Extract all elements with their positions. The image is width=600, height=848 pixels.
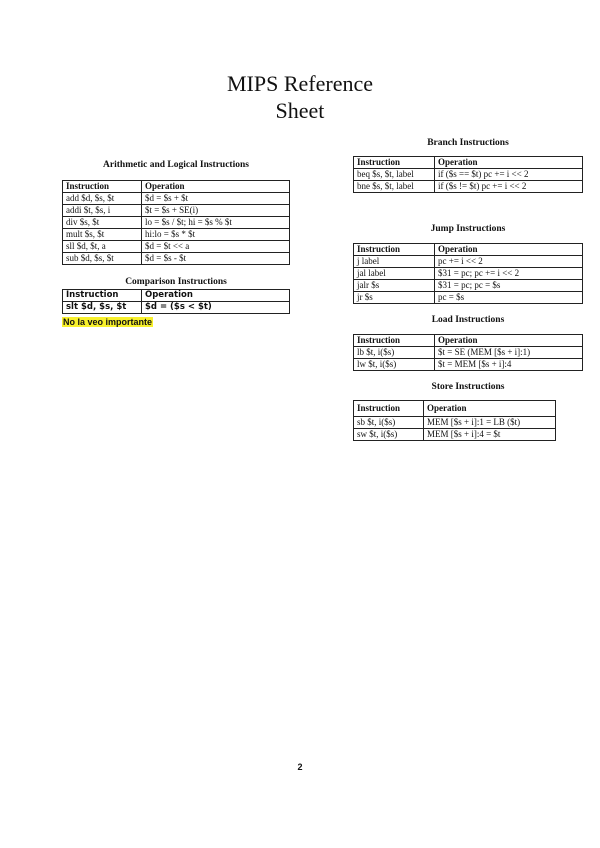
table-row — [354, 181, 583, 193]
table-row — [63, 253, 290, 265]
table-row — [354, 292, 583, 304]
operation-cell: $t = MEM [$s + i]:4 — [435, 359, 583, 371]
table-row — [354, 359, 583, 371]
load-col-operation: Operation — [435, 335, 583, 347]
store-section-title: Store Instructions — [431, 382, 505, 392]
instruction-cell: beq $s, $t, label — [354, 169, 435, 181]
operation-cell: $d = ($s < $t) — [142, 302, 290, 314]
instruction-cell: sw $t, i($s) — [354, 429, 424, 441]
instruction-cell: lb $t, i($s) — [354, 347, 435, 359]
comparison-col-operation: Operation — [142, 290, 290, 302]
table-row — [63, 205, 290, 217]
operation-cell: $d = $t << a — [142, 241, 290, 253]
store-col-operation: Operation — [424, 401, 556, 417]
arith-col-operation: Operation — [142, 181, 290, 193]
instruction-cell: lw $t, i($s) — [354, 359, 435, 371]
table-row — [63, 241, 290, 253]
operation-cell: lo = $s / $t; hi = $s % $t — [142, 217, 290, 229]
table-row — [354, 256, 583, 268]
arith-section-title: Arithmetic and Logical Instructions — [103, 160, 249, 170]
branch-header-row — [354, 157, 583, 169]
table-row — [354, 268, 583, 280]
operation-cell: if ($s != $t) pc += i << 2 — [435, 181, 583, 193]
page-number: 2 — [297, 762, 303, 772]
page-title — [0, 70, 600, 124]
instruction-cell: jal label — [354, 268, 435, 280]
jump-section-title: Jump Instructions — [430, 224, 506, 234]
operation-cell: pc = $s — [435, 292, 583, 304]
instruction-cell: j label — [354, 256, 435, 268]
instruction-cell: jr $s — [354, 292, 435, 304]
operation-cell: $31 = pc; pc += i << 2 — [435, 268, 583, 280]
operation-cell: MEM [$s + i]:4 = $t — [424, 429, 556, 441]
instruction-cell: sb $t, i($s) — [354, 417, 424, 429]
operation-cell: pc += i << 2 — [435, 256, 583, 268]
operation-cell: $t = $s + SE(i) — [142, 205, 290, 217]
load-section-title: Load Instructions — [431, 315, 505, 325]
highlighted-note: No la veo importante — [63, 317, 153, 327]
jump-header-row — [354, 244, 583, 256]
title-line-2: Sheet — [275, 98, 325, 123]
operation-cell: $t = SE (MEM [$s + i]:1) — [435, 347, 583, 359]
store-col-instruction: Instruction — [354, 401, 424, 417]
jump-col-operation: Operation — [435, 244, 583, 256]
operation-cell: MEM [$s + i]:1 = LB ($t) — [424, 417, 556, 429]
branch-table — [353, 156, 583, 193]
instruction-cell: bne $s, $t, label — [354, 181, 435, 193]
instruction-cell: add $d, $s, $t — [63, 193, 142, 205]
operation-cell: hi:lo = $s * $t — [142, 229, 290, 241]
arith-table — [62, 180, 290, 265]
operation-cell: if ($s == $t) pc += i << 2 — [435, 169, 583, 181]
arith-header-row — [63, 181, 290, 193]
comparison-table — [62, 289, 290, 314]
store-table — [353, 400, 556, 441]
comparison-header-row — [63, 290, 290, 302]
table-row — [63, 302, 290, 314]
instruction-cell: slt $d, $s, $t — [63, 302, 142, 314]
instruction-cell: sub $d, $s, $t — [63, 253, 142, 265]
table-row — [354, 417, 556, 429]
comparison-col-instruction: Instruction — [63, 290, 142, 302]
table-row — [63, 193, 290, 205]
branch-col-operation: Operation — [435, 157, 583, 169]
table-row — [63, 229, 290, 241]
table-row — [63, 217, 290, 229]
load-col-instruction: Instruction — [354, 335, 435, 347]
comparison-section-title: Comparison Instructions — [125, 277, 227, 287]
instruction-cell: addi $t, $s, i — [63, 205, 142, 217]
table-row — [354, 429, 556, 441]
instruction-cell: div $s, $t — [63, 217, 142, 229]
branch-col-instruction: Instruction — [354, 157, 435, 169]
jump-table — [353, 243, 583, 304]
instruction-cell: sll $d, $t, a — [63, 241, 142, 253]
table-row — [354, 169, 583, 181]
store-header-row — [354, 401, 556, 417]
title-line-1: MIPS Reference — [226, 71, 373, 96]
arith-col-instruction: Instruction — [63, 181, 142, 193]
load-header-row — [354, 335, 583, 347]
table-row — [354, 347, 583, 359]
instruction-cell: jalr $s — [354, 280, 435, 292]
operation-cell: $d = $s + $t — [142, 193, 290, 205]
table-row — [354, 280, 583, 292]
operation-cell: $d = $s - $t — [142, 253, 290, 265]
load-table — [353, 334, 583, 371]
jump-col-instruction: Instruction — [354, 244, 435, 256]
operation-cell: $31 = pc; pc = $s — [435, 280, 583, 292]
branch-section-title: Branch Instructions — [427, 138, 509, 148]
instruction-cell: mult $s, $t — [63, 229, 142, 241]
